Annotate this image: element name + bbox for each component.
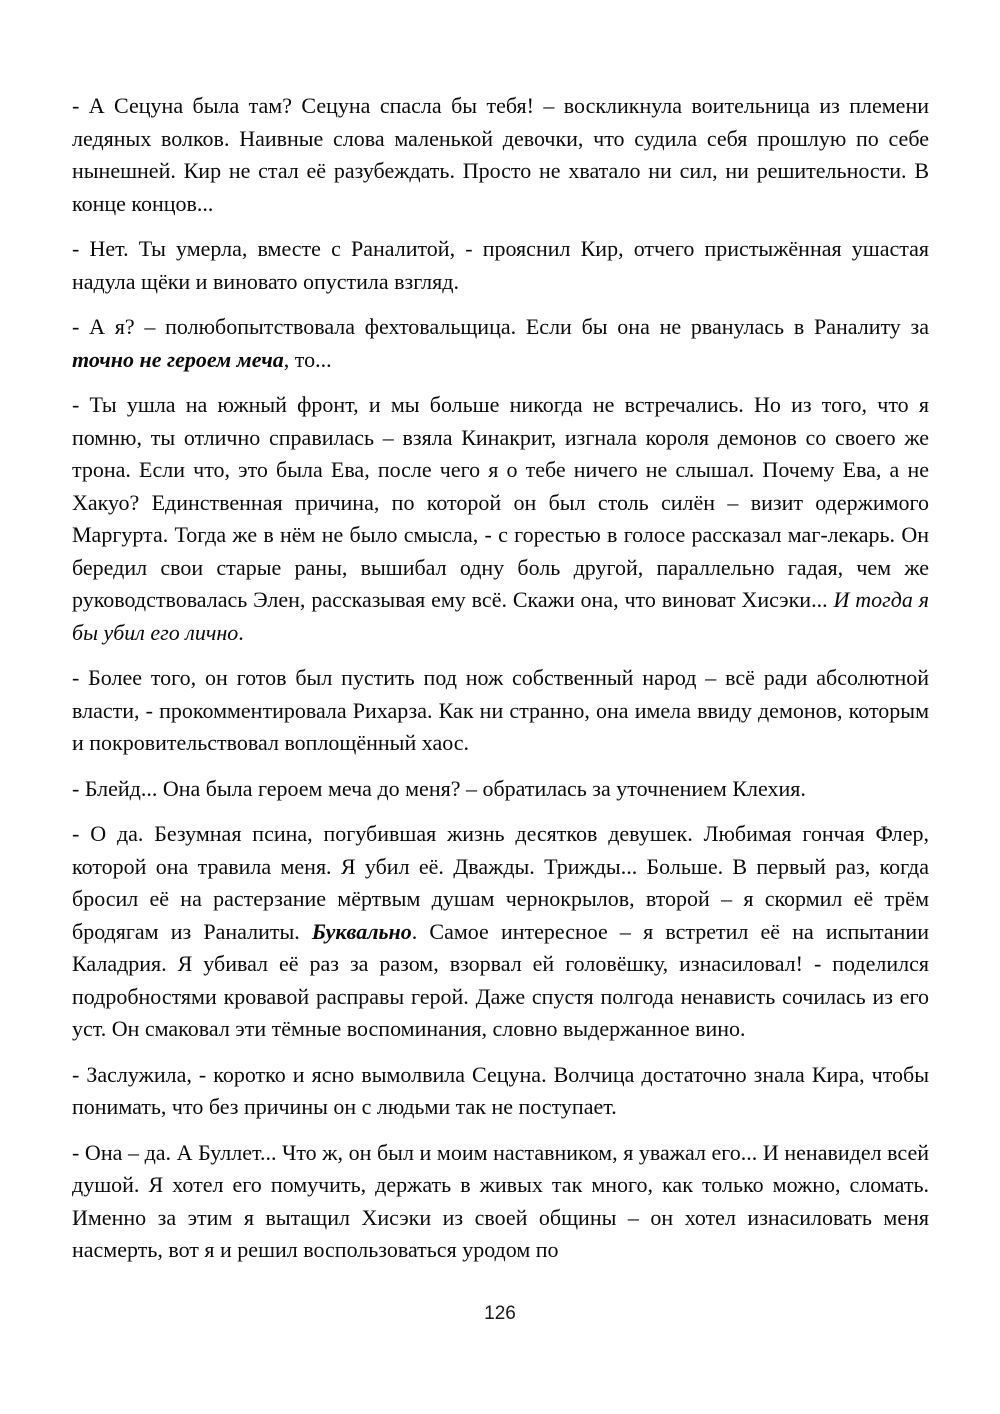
- paragraph-7: [72, 818, 929, 1046]
- text-run: , то...: [283, 346, 332, 372]
- text-run: - Нет. Ты умерла, вместе с Раналитой, - прояснил Кир, отчего пристыжённая ушастая надула щёки и виновато опустила взгляд.: [72, 236, 929, 294]
- text-run: .: [238, 619, 244, 645]
- text-run: точно не героем меча: [72, 346, 284, 372]
- text-run: - А Сецуна была там? Сецуна спасла бы тебя! – воскликнула воительница из племени ледяных волков. Наивные слова маленькой девочки, что судила себя прошлую по себе нынешней. Кир не стал её разубеждать. Просто не хватало ни сил, ни решительности. В конце концов...: [72, 93, 929, 216]
- text-run: И тогда я бы убил его лично: [72, 587, 929, 645]
- text-run: - Заслужила, - коротко и ясно вымолвила Сецуна. Волчица достаточно знала Кира, чтобы понимать, что без причины он с людьми так не поступает.: [72, 1061, 929, 1119]
- paragraph-4: [72, 389, 929, 649]
- text-run: - Ты ушла на южный фронт, и мы больше никогда не встречались. Но из того, что я помню, ты отлично справилась – взяла Кинакрит, изгнала короля демонов со своего же трона. Если что, это была Ева, после чего я о тебе ничего не слышал. Почему Ева, а не Хакуо? Единственная причина, по которой он был столь силён – визит одержимого Маргурта. Тогда же в нём не было смысла, - с горестью в голосе рассказал маг-лекарь. Он бередил свои старые раны, вышибал одну боль другой, параллельно гадая, чем же руководствовалась Элен, рассказывая ему всё. Скажи она, что виноват Хисэки...: [72, 392, 929, 612]
- text-run: - Более того, он готов был пустить под нож собственный народ – всё ради абсолютной власти, - прокомментировала Рихарза. Как ни странно, она имела ввиду демонов, которым и покровительствовал воплощённый хаос.: [72, 665, 929, 755]
- text-run: - А я? – полюбопытствовала фехтовальщица. Если бы она не рванулась в Раналиту за: [72, 314, 929, 339]
- text-run: Буквально: [311, 918, 412, 944]
- text-run: - О да. Безумная псина, погубившая жизнь десятков девушек. Любимая гончая Флер, которой она травила меня. Я убил её. Дважды. Трижды... Больше. В первый раз, когда бросил её на растерзание мёртвым душам чернокрылов, второй – я скормил её трём бродягам из Раналиты.: [72, 821, 929, 944]
- paragraph-9: [72, 1137, 929, 1267]
- page-number: 126: [484, 1303, 516, 1324]
- text-run: - Блейд... Она была героем меча до меня? – обратилась за уточнением Клехия.: [72, 775, 806, 801]
- page-text: [72, 90, 929, 1280]
- paragraph-5: [72, 662, 929, 760]
- paragraph-6: [72, 773, 929, 806]
- paragraph-8: [72, 1059, 929, 1124]
- paragraph-1: [72, 90, 929, 220]
- text-run: . Самое интересное – я встретил её на испытании Каладрия. Я убивал её раз за разом, взорвал ей головёшку, изнасиловал! - поделился подробностями кровавой расправы герой. Даже спустя полгода ненависть сочилась из его уст. Он смаковал эти тёмные воспоминания, словно выдержанное вино.: [72, 918, 929, 1041]
- paragraph-3: [72, 311, 929, 376]
- paragraph-2: [72, 233, 929, 298]
- text-run: - Она – да. А Буллет... Что ж, он был и моим наставником, я уважал его... И ненавидел всей душой. Я хотел его помучить, держать в живых так много, как только можно, сломать. Именно за этим я вытащил Хисэки из своей общины – он хотел изнасиловать меня насмерть, вот я и решил воспользоваться уродом по: [72, 1139, 929, 1262]
